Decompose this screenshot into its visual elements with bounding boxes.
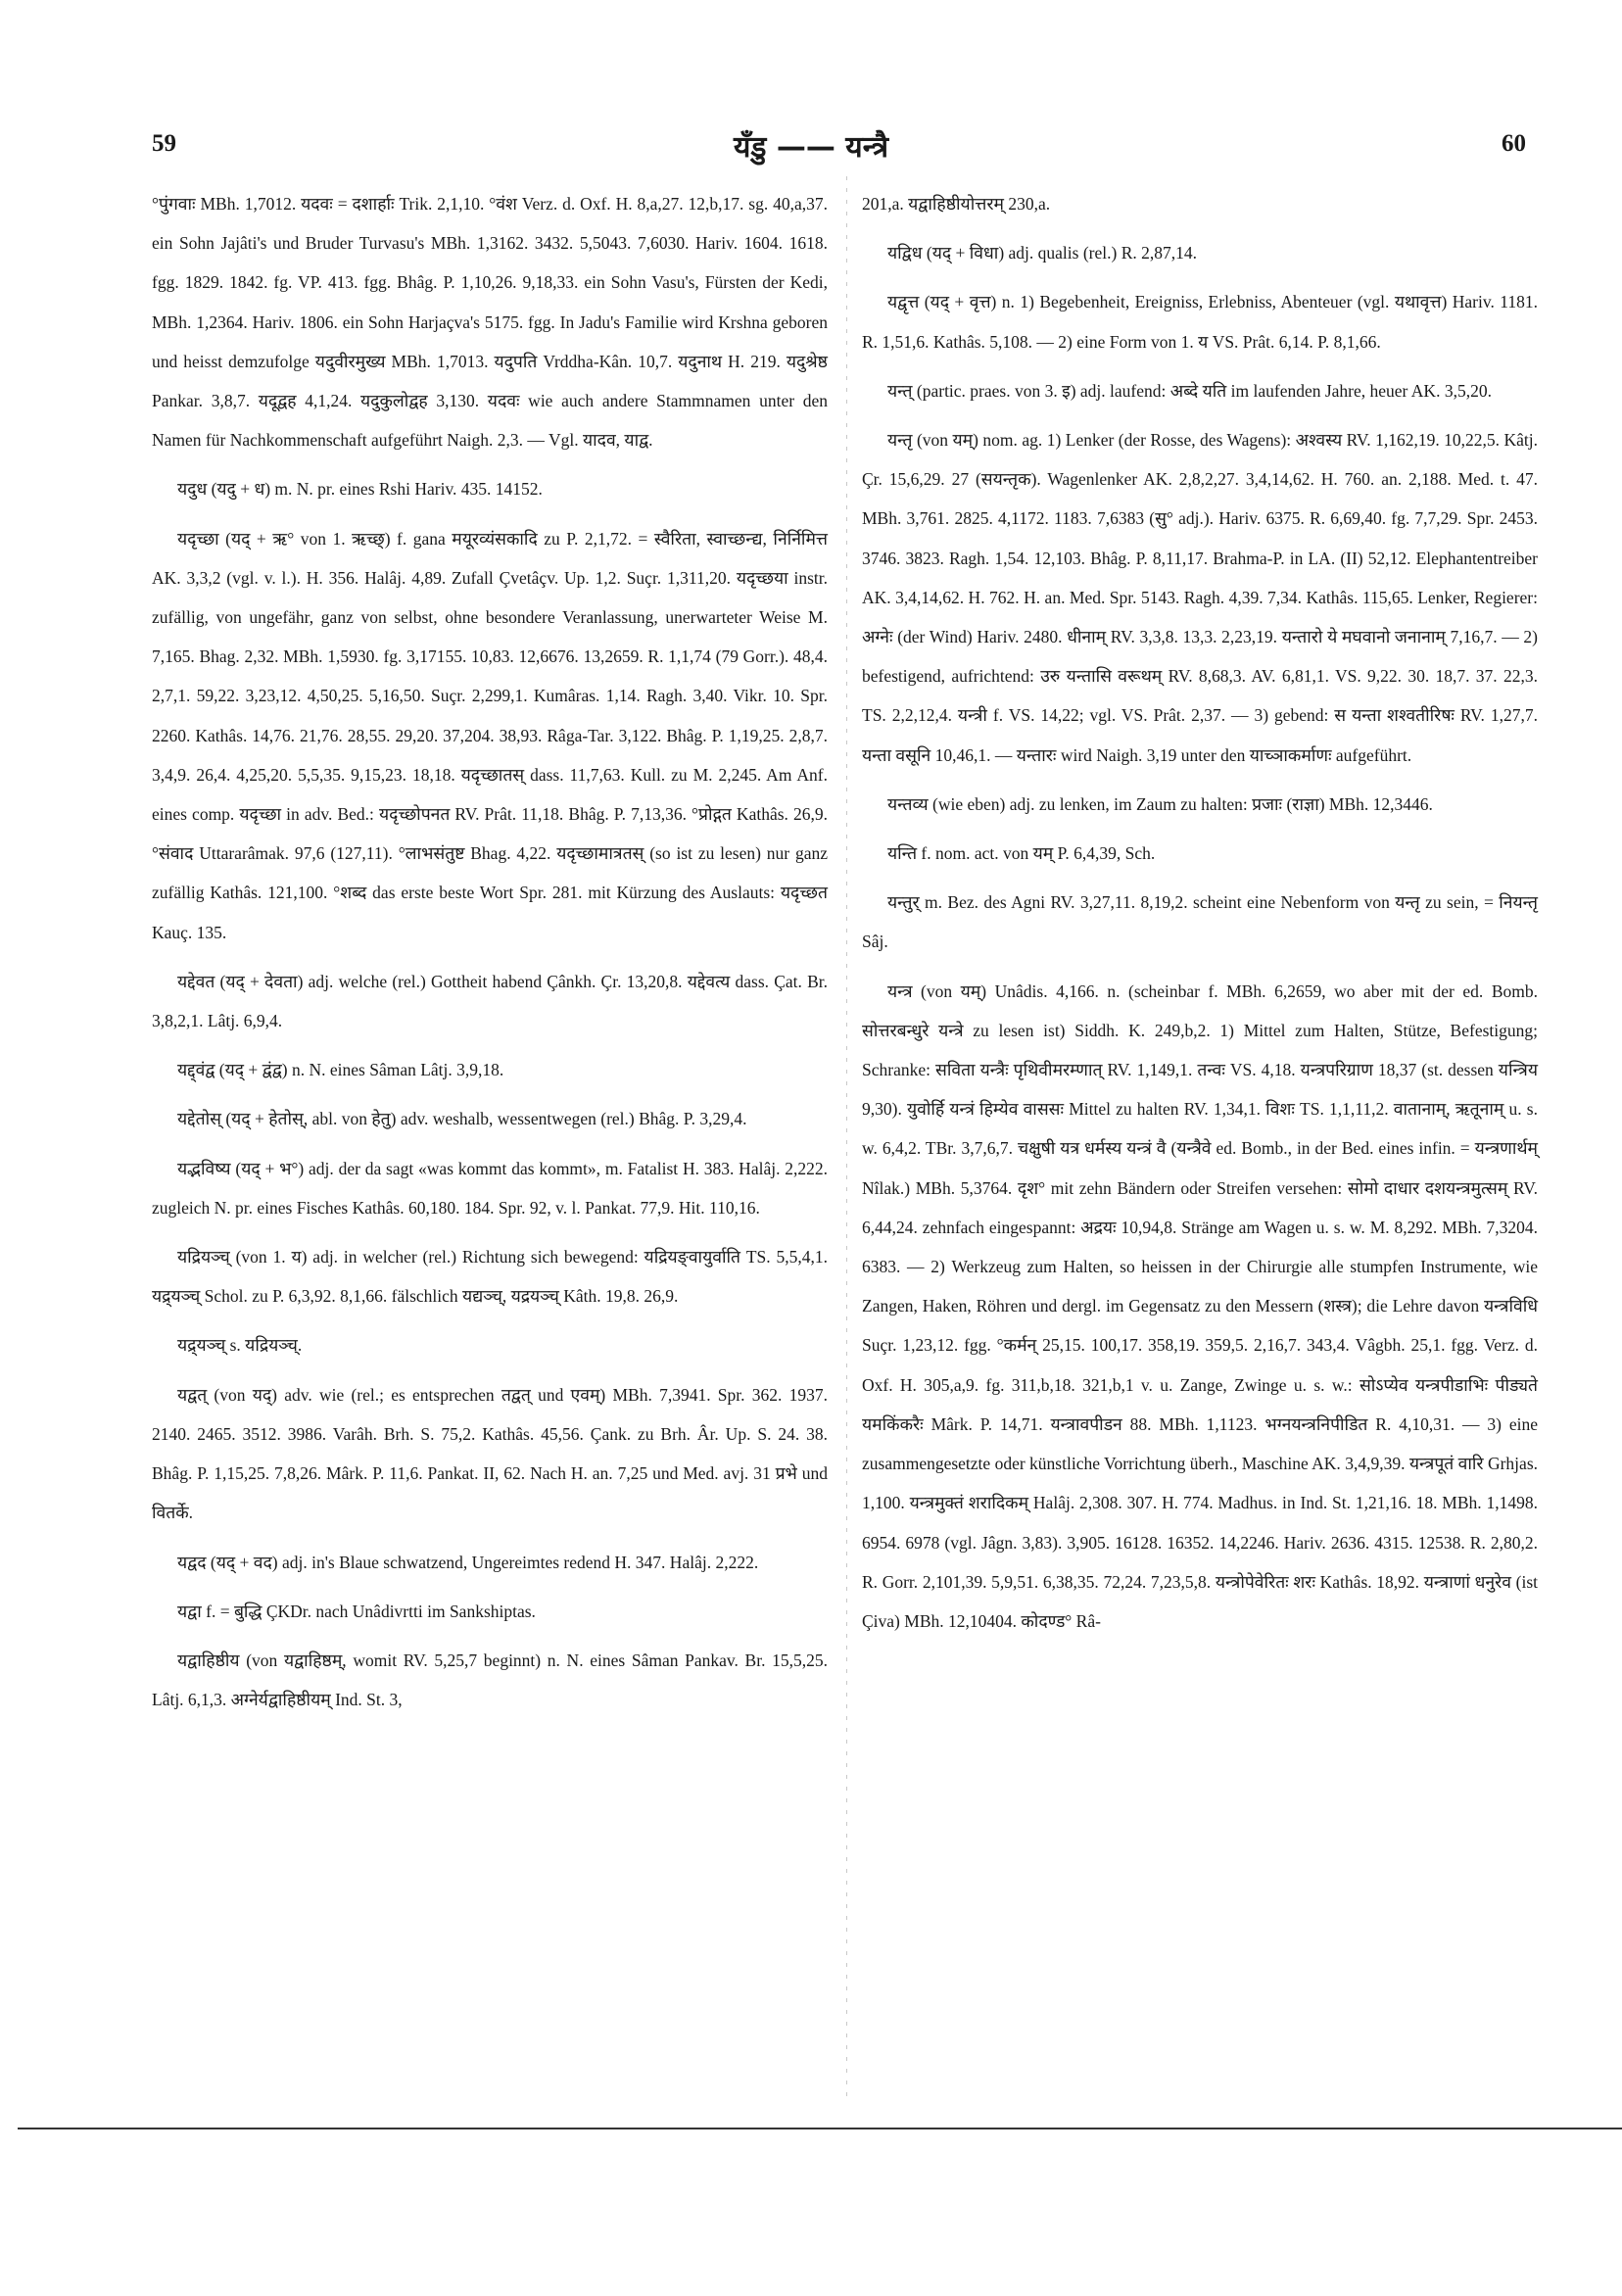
- entry-paragraph: यद्र्यञ्च् s. यद्रियञ्च्.: [177, 1335, 303, 1356]
- entry-paragraph: यद्देतोस् (यद् + हेतोस्, abl. von हेतु) adv. weshalb, wessentwegen (rel.) Bhâg. P. 3,29,4.: [177, 1109, 747, 1129]
- entry-paragraph: यद्वत् (von यद्) adv. wie (rel.; es entsprechen तद्वत् und एवम्) MBh. 7,3941. Spr. 362. 1937. 2140. 2465. 3512. 3986. Varâh. Brh. S. 75,2. Kathâs. 45,56. Çank. zu Brh. Âr. Up. S. 24. 38. Bhâg. P. 1,15,25. 7,8,26. Mârk. P. 11,6. Pankat. II, 62. Nach H. an. 7,25 und Med. avj. 31 प्रभे und वितर्के.: [152, 1384, 828, 1523]
- entry-paragraph: यन्त्र (von यम्) Unâdis. 4,166. n. (scheinbar f. MBh. 6,2659, wo aber mit der ed. Bomb. सोत्तरबन्धुरे यन्त्रे zu lesen ist) Siddh. K. 249,b,2. 1) Mittel zum Halten, Stütze, Befestigung; Schranke: सविता यन्त्रैः पृथिवीमरम्णात् RV. 1,149,1. तन्वः VS. 4,18. यन्त्रपरिग्राण 18,37 (st. dessen यन्त्रिय 9,30). युवोर्हि यन्त्रं हिम्येव वाससः Mittel zu halten RV. 1,34,1. विशः TS. 1,1,11,2. वातानाम्, ऋतूनाम् u. s. w. 6,4,2. TBr. 3,7,6,7. चक्षुषी यत्र धर्मस्य यन्त्रं वै (यन्त्रैवे ed. Bomb., in der Bed. eines infin. = यन्त्रणार्थम् Nîlak.) MBh. 5,3764. दृश° mit zehn Bändern oder Streifen versehen: सोमो दाधार दशयन्त्रमुत्सम् RV. 6,44,24. zehnfach eingespannt: अद्रयः 10,94,8. Stränge am Wagen u. s. w. M. 8,292. MBh. 7,3204. 6383. — 2) Werkzeug zum Halten, so heissen in der Chirurgie alle stumpfen Instrumente, wie Zangen, Haken, Röhren und dergl. im Gegensatz zu den Messern (शस्त्र); die Lehre davon यन्त्रविधि Suçr. 1,23,12. fgg. °कर्मन् 25,15. 100,17. 358,19. 359,5. 2,16,7. 343,4. Vâgbh. 25,1. fgg. Verz. d. Oxf. H. 305,a,9. fg. 311,b,18. 321,b,1 v. u. Zange, Zwinge u. s. w.: सोऽप्येव यन्त्रपीडाभिः पीड्यते यमकिंकरैः Mârk. P. 14,71. यन्त्रावपीडन 88. MBh. 1,1123. भग्नयन्त्रनिपीडित R. 4,10,31. — 3) eine zusammengesetzte oder künstliche Vorrichtung überh., Maschine AK. 3,4,9,39. यन्त्रपूतं वारि Grhjas. 1,100. यन्त्रमुक्तं शरादिकम् Halâj. 2,308. 307. H. 774. Madhus. in Ind. St. 1,21,16. 18. MBh. 1,1498. 6954. 6978 (vgl. Jâgn. 3,83). 3,905. 16128. 16352. 14,2246. Hariv. 2636. 4315. 12538. R. 2,80,2. R. Gorr. 2,101,39. 5,9,51. 6,38,35. 72,24. 7,23,5,8. यन्त्रोपेवेरितः शरः Kathâs. 18,92. यन्त्राणां धनुरेव (ist Çiva) MBh. 12,10404. कोदण्ड° Râ-: [862, 981, 1538, 1631]
- entry-paragraph: यन्तुर् m. Bez. des Agni RV. 3,27,11. 8,19,2. scheint eine Nebenform von यन्तृ zu sein, = नियन्तृ Sâj.: [862, 892, 1538, 952]
- entry-paragraph: यद्वृत्त (यद् + वृत्त) n. 1) Begebenheit, Ereigniss, Erlebniss, Abenteuer (vgl. यथावृत्त) Hariv. 1181. R. 1,51,6. Kathâs. 5,108. — 2) eine Form von 1. य VS. Prât. 6,14. P. 8,1,66.: [862, 292, 1538, 352]
- entry-paragraph: यद्देवत (यद् + देवता) adj. welche (rel.) Gottheit habend Çânkh. Çr. 13,20,8. यद्देवत्य dass. Çat. Br. 3,8,2,1. Lâtj. 6,9,4.: [152, 971, 828, 1031]
- entry-paragraph: यद्वा f. = बुद्धि ÇKDr. nach Unâdivrtti im Sankshiptas.: [177, 1601, 536, 1621]
- entry-paragraph: यद्विध (यद् + विधा) adj. qualis (rel.) R. 2,87,14.: [887, 243, 1197, 263]
- entry-paragraph: यदृच्छा (यद् + ऋ° von 1. ऋच्छ्) f. gana मयूरव्यंसकादि zu P. 2,1,72. = स्वैरिता, स्वाच्छन्द्य, निर्निमित्त AK. 3,3,2 (vgl. v. l.). H. 356. Halâj. 4,89. Zufall Çvetâçv. Up. 1,2. Suçr. 1,311,20. यदृच्छया instr. zufällig, von ungefähr, ganz von selbst, ohne besondere Veranlassung, unerwarteter Weise M. 7,165. Bhag. 2,32. MBh. 1,5930. fg. 3,17155. 10,83. 12,6676. 13,2659. R. 1,1,74 (79 Gorr.). 48,4. 2,7,1. 59,22. 3,23,12. 4,50,25. 5,16,50. Suçr. 2,299,1. Kumâras. 1,14. Ragh. 3,40. Vikr. 10. Spr. 2260. Kathâs. 14,76. 21,76. 28,55. 29,20. 37,204. 38,93. Râga-Tar. 3,122. Bhâg. P. 1,19,25. 2,8,7. 3,4,9. 26,4. 4,25,20. 5,5,35. 9,15,23. 18,18. यदृच्छातस् dass. 11,7,63. Kull. zu M. 2,245. Am Anf. eines comp. यदृच्छा in adv. Bed.: यदृच्छोपनत RV. Prât. 11,18. Bhâg. P. 7,13,36. °प्रोद्गत Kathâs. 26,9. °संवाद Uttararâmak. 97,6 (127,11). °लाभसंतुष्ट Bhag. 4,22. यदृच्छामात्रतस् (so ist zu lesen) nur ganz zufällig Kathâs. 121,100. °शब्द das erste beste Wort Spr. 281. mit Kürzung des Auslauts: यदृच्छत Kauç. 135.: [152, 528, 828, 942]
- bottom-rule: [18, 2128, 1622, 2129]
- entry-paragraph: यन्त् (partic. praes. von 3. इ) adj. laufend: अब्दे यति im laufenden Jahre, heuer AK. 3,5,20.: [887, 380, 1492, 401]
- entry-paragraph: यद्वाहिष्ठीय (von यद्वाहिष्ठम्, womit RV. 5,25,7 beginnt) n. N. eines Sâman Pankav. Br. 15,5,25. Lâtj. 6,1,3. अग्नेर्यद्वाहिष्ठीयम् Ind. St. 3,: [152, 1650, 828, 1710]
- page-running-title: यँडु —— यन्त्रै: [733, 130, 889, 165]
- page-number-left: 59: [152, 130, 176, 157]
- entry-paragraph: यद्भविष्य (यद् + भ°) adj. der da sagt «was kommt das kommt», m. Fatalist H. 383. Halâj. 2,222. zugleich N. pr. eines Fisches Kathâs. 60,180. 184. Spr. 92, v. l. Pankat. 77,9. Hit. 110,16.: [152, 1158, 828, 1218]
- entry-paragraph: यद्वद (यद् + वद) adj. in's Blaue schwatzend, Ungereimtes redend H. 347. Halâj. 2,222.: [177, 1552, 759, 1572]
- left-column: [152, 184, 828, 1729]
- entry-paragraph: यन्तव्य (wie eben) adj. zu lenken, im Zaum zu halten: प्रजाः (राज्ञा) MBh. 12,3446.: [887, 793, 1433, 814]
- entry-paragraph: यन्ति f. nom. act. von यम् P. 6,4,39, Sch.: [887, 843, 1156, 864]
- right-column: [862, 184, 1538, 1650]
- entry-paragraph: 201,a. यद्वाहिष्ठीयोत्तरम् 230,a.: [862, 194, 1051, 214]
- entry-paragraph: यन्तृ (von यम्) nom. ag. 1) Lenker (der Rosse, des Wagens): अश्वस्य RV. 1,162,19. 10,22,5. Kâtj. Çr. 15,6,29. 27 (सयन्तृक). Wagenlenker AK. 2,8,2,27. 3,4,14,62. H. 760. an. 2,188. Med. t. 47. MBh. 3,761. 2825. 4,1172. 1183. 7,6383 (सु° adj.). Hariv. 6375. R. 6,69,40. fg. 7,7,29. Spr. 2453. 3746. 3823. Ragh. 1,54. 12,103. Bhâg. P. 8,11,17. Brahma-P. in LA. (II) 52,12. Elephantentreiber AK. 3,4,14,62. H. 762. H. an. Med. Spr. 5143. Ragh. 4,39. 7,34. Kathâs. 115,65. Lenker, Regierer: अग्नेः (der Wind) Hariv. 2480. धीनाम् RV. 3,3,8. 13,3. 2,23,19. यन्तारो ये मघवानो जनानाम् 7,16,7. — 2) befestigend, aufrichtend: उरु यन्तासि वरूथम् RV. 8,68,3. AV. 6,81,1. VS. 9,22. 30. 18,7. 37. 22,3. TS. 2,2,12,4. यन्त्री f. VS. 14,22; vgl. VS. Prât. 2,37. — 3) gebend: स यन्ता शश्वतीरिषः RV. 1,27,7. यन्ता वसूनि 10,46,1. — यन्तारः wird Naigh. 3,19 unter den याच्ञाकर्माणः aufgeführt.: [862, 430, 1538, 765]
- page-number-right: 60: [1502, 130, 1526, 157]
- entry-paragraph: °पुंगवाः MBh. 1,7012. यदवः = दशार्हाः Trik. 2,1,10. °वंश Verz. d. Oxf. H. 8,a,27. 12,b,17. sg. 40,a,37. ein Sohn Jajâti's und Bruder Turvasu's MBh. 1,3162. 3432. 5,5043. 7,6030. Hariv. 1604. 1618. fgg. 1829. 1842. fg. VP. 413. fgg. Bhâg. P. 1,10,26. 9,18,33. ein Sohn Vasu's, Fürsten der Kedi, MBh. 1,2364. Hariv. 1806. ein Sohn Harjaçva's 5175. fgg. In Jadu's Familie wird Krshna geboren und heisst demzufolge यदुवीरमुख्य MBh. 1,7013. यदुपति Vrddha-Kân. 10,7. यदुनाथ H. 219. यदुश्रेष्ठ Pankar. 3,8,7. यदूद्वह 4,1,24. यदुकुलोद्वह 3,130. यदवः wie auch andere Stammnamen unter den Namen für Nachkommenschaft aufgeführt Naigh. 2,3. — Vgl. यादव, याद्व.: [152, 194, 828, 451]
- entry-paragraph: यदुध (यदु + ध) m. N. pr. eines Rshi Hariv. 435. 14152.: [177, 479, 543, 500]
- entry-paragraph: यद्द्वंद्व (यद् + द्वंद्व) n. N. eines Sâman Lâtj. 3,9,18.: [177, 1060, 504, 1080]
- entry-paragraph: यद्रियञ्च् (von 1. य) adj. in welcher (rel.) Richtung sich bewegend: यद्रियङ्वायुर्वाति TS. 5,5,4,1. यद्र्यञ्च् Schol. zu P. 6,3,92. 8,1,66. fälschlich यद्यञ्च्, यद्रयञ्च् Kâth. 19,8. 26,9.: [152, 1247, 828, 1307]
- column-divider: [846, 176, 847, 2096]
